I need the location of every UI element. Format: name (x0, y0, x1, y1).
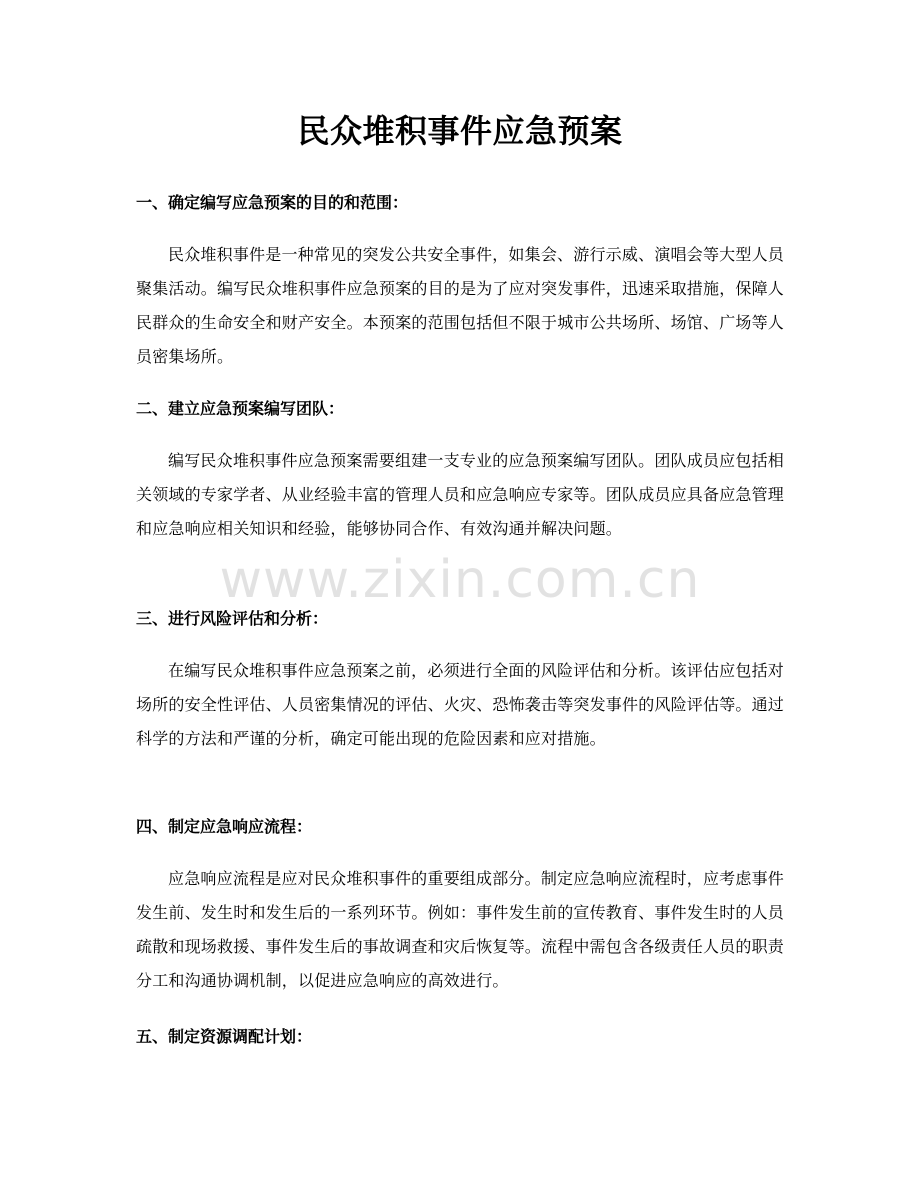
section-paragraph: 编写民众堆积事件应急预案需要组建一支专业的应急预案编写团队。团队成员应包括相关领域的专家学者、从业经验丰富的管理人员和应急响应专家等。团队成员应具备应急管理和应急响应相关知识和经验，能够协同合作、有效沟通并解决问题。 (136, 451, 785, 538)
section-2 (136, 398, 784, 546)
section-heading: 二、建立应急预案编写团队： (136, 399, 345, 418)
section-paragraph: 应急响应流程是应对民众堆积事件的重要组成部分。制定应急响应流程时，应考虑事件发生前、发生时和发生后的一系列环节。例如：事件发生前的宣传教育、事件发生时的人员疏散和现场救援、事件发生后的事故调查和灾后恢复等。流程中需包含各级责任人员的职责分工和沟通协调机制，以促进应急响应的高效进行。 (136, 869, 785, 990)
section-3 (136, 608, 784, 756)
section-heading: 一、确定编写应急预案的目的和范围： (136, 193, 409, 212)
section-5 (136, 1026, 784, 1048)
section-1 (136, 192, 784, 374)
section-paragraph: 民众堆积事件是一种常见的突发公共安全事件，如集会、游行示威、演唱会等大型人员聚集活动。编写民众堆积事件应急预案的目的是为了应对突发事件，迅速采取措施，保障人民群众的生命安全和财产安全。本预案的范围包括但不限于城市公共场所、场馆、广场等人员密集场所。 (136, 245, 785, 366)
section-heading: 四、制定应急响应流程： (136, 817, 313, 836)
document-title: 民众堆积事件应急预案 (297, 112, 623, 150)
section-heading: 五、制定资源调配计划： (136, 1027, 313, 1046)
section-4 (136, 816, 784, 998)
watermark-text: www.zixin.com.cn (219, 550, 701, 610)
section-heading: 三、进行风险评估和分析： (136, 609, 329, 628)
section-paragraph: 在编写民众堆积事件应急预案之前，必须进行全面的风险评估和分析。该评估应包括对场所的安全性评估、人员密集情况的评估、火灾、恐怖袭击等突发事件的风险评估等。通过科学的方法和严谨的分析，确定可能出现的危险因素和应对措施。 (136, 661, 785, 748)
